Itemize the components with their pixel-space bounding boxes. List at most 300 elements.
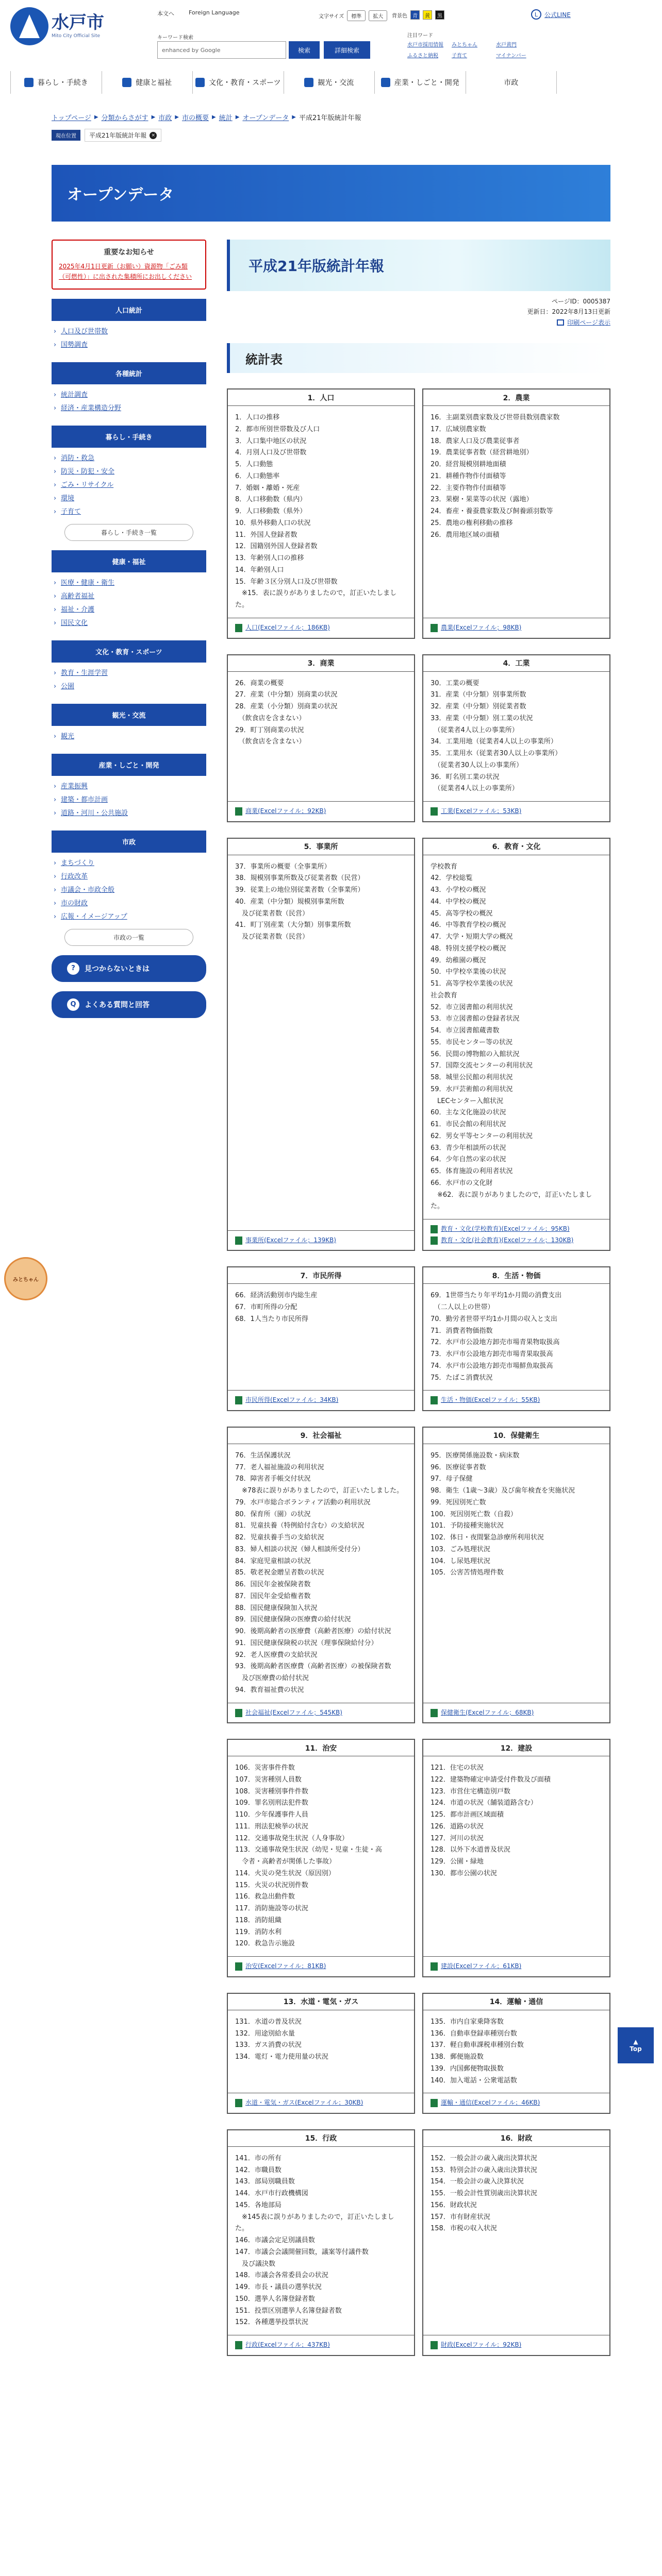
featured-word[interactable]: 子育て [452,53,467,59]
gnav-label: 暮らし・手続き [37,79,88,87]
excel-file-icon [235,1709,242,1717]
stat-card-downloads [228,801,414,821]
stat-table-entry: 119．消防水利 [235,1928,282,1936]
stat-card-downloads [423,1390,609,1410]
line-icon: L [531,9,541,20]
stat-table-entry: 100．死因別死亡数（自殺） [431,1510,517,1518]
stat-card-title: 10．保健衛生 [423,1428,609,1444]
excel-download-link[interactable]: 治安(Excelファイル；81KB) [245,1962,326,1970]
stat-table-entry: 125．都市計画区域面積 [431,1811,504,1819]
stat-table-entry: （従業者4人以上の事業所） [431,785,519,793]
sidebar-item-link[interactable]: まちづくり [61,859,94,867]
sidebar-item [54,465,204,479]
stat-table-entry: 43．小学校の概況 [431,886,486,894]
search-input[interactable]: enhanced by Google [157,41,286,59]
excel-download-link[interactable]: 運輸・通信(Excelファイル；46KB) [441,2099,540,2107]
sidebar-item-link[interactable]: 道路・河川・公共施設 [61,809,128,817]
stat-table-entry: 84．家庭児童相談の状況 [235,1557,311,1565]
stat-card-row [227,1993,610,2114]
stat-card [227,1993,415,2114]
stat-table-entry: 150．選挙人名簿登録者数 [235,2295,315,2303]
stat-card-body [228,672,414,802]
featured-word[interactable]: みとちゃん [452,42,477,48]
stat-table-entry: 47．大学・短期大学の概況 [431,933,513,941]
download-row [431,1395,602,1406]
stat-table-entry: 79．水戸市総合ボランティア活動の利用状況 [235,1498,371,1506]
sidebar-list [52,726,206,744]
sidebar-list [52,321,206,353]
stat-table-entry: （二人以上の世帯） [431,1303,494,1312]
breadcrumb-item[interactable]: 市の概要 [181,114,209,122]
stat-table-entry: 44．中学校の概況 [431,897,486,906]
stat-table-entry: 126．道路の状況 [431,1822,484,1831]
download-row [235,1961,407,1972]
stat-table-entry: 41．町丁別産業（大分類）別事業所数 [235,921,351,929]
excel-file-icon [431,1225,438,1233]
search-label: キーワード検索 [157,35,193,41]
stat-table-entry: 81．児童扶養（特例給付含む）の支給状況 [235,1522,365,1530]
stat-table-entry: 及び従業者数（民営） [235,933,309,941]
gnav-culture[interactable] [192,71,284,94]
featured-word[interactable]: 水戸黄門 [496,42,517,48]
stat-card-downloads [228,618,414,638]
excel-download-link[interactable]: 生活・物価(Excelファイル；55KB) [441,1396,540,1404]
faq-button[interactable] [52,991,206,1018]
sidebar-more-button[interactable]: 暮らし・手続き一覧 [64,524,193,541]
stat-table-entry: 11．外国人登録者数 [235,531,297,539]
sidebar-item-link[interactable]: 子育て [61,507,81,516]
stat-table-entry: 148．市議会各常委員会の状況 [235,2272,328,2280]
stat-table-entry: 56．民間の博物館の入館状況 [431,1050,520,1058]
sidebar-item-link[interactable]: 市議会・市政全般 [61,886,115,894]
stat-table-entry: 3．人口集中地区の状況 [235,437,307,445]
updated-date: 更新日：2022年8月13日更新 [527,308,610,316]
print-link[interactable] [227,317,610,328]
detail-search-button[interactable]: 詳細検索 [324,41,370,59]
stat-table-entry: 66．水戸市の文化財 [431,1179,493,1187]
excel-file-icon [235,807,242,816]
sidebar-list [52,448,206,520]
heart-icon [122,78,131,87]
sidebar [52,240,206,1018]
stat-card-body [423,2147,609,2335]
download-row [235,2097,407,2109]
stat-table-entry: 32．産業（中分類）別従業者数 [431,703,526,711]
main-content [227,240,610,2356]
pill-label: よくある質問と回答 [85,1001,150,1009]
stat-table-entry: 122．建築物確定申請受付件数及び面積 [431,1775,551,1784]
close-icon[interactable]: × [150,132,157,139]
stat-table-entry: 23．果樹・果菜等の状況（露地） [431,496,533,504]
sidebar-section-heading[interactable]: 健康・福祉 [52,550,206,572]
stat-table-entry: 50．中学校卒業後の状況 [431,968,506,976]
excel-file-icon [235,624,242,632]
stat-card [227,1427,415,1723]
stat-card-title: 2．農業 [423,389,609,406]
sidebar-section-heading[interactable]: 観光・交流 [52,704,206,726]
stat-card [422,388,610,638]
stat-table-entry: 10．県外移動人口の状況 [235,519,311,527]
excel-download-link[interactable]: 保健衛生(Excelファイル；68KB) [441,1708,534,1716]
stat-table-entry: 144．水戸市行政機構図 [235,2190,308,2198]
download-row [431,806,602,817]
stat-table-entry: 89．国民健康保険の医療費の給付状況 [235,1616,351,1624]
search-icon: ? [67,962,79,975]
gnav-industry[interactable] [374,71,466,94]
excel-file-icon [431,624,438,632]
stat-table-entry: 141．市の所有 [235,2154,282,2162]
stat-card-downloads [423,2335,609,2355]
sidebar-item [54,452,204,465]
sidebar-item-link[interactable]: ごみ・リサイクル [61,481,114,489]
stat-card-downloads [228,1230,414,1250]
sidebar-item [54,325,204,338]
up-arrow-icon: ▲ [633,2038,638,2045]
stat-card [422,1427,610,1723]
sidebar-item-link[interactable]: 観光 [61,732,75,740]
current-location [52,129,161,142]
sidebar-item-link[interactable]: 産業振興 [61,782,88,790]
sidebar-item-link[interactable]: 福祉・介護 [61,605,95,614]
stat-table-entry: 110．少年保護事件人員 [235,1811,308,1819]
stat-card-title: 11．治安 [228,1740,414,1756]
mascot-character[interactable]: みとちゃん [4,1257,47,1300]
print-icon [557,319,564,326]
question-icon: Q [67,998,79,1011]
stat-table-entry: 9．人口移動数（県外） [235,507,307,516]
stat-card [227,388,415,638]
text-size-standard-button[interactable]: 標準 [347,10,366,21]
print-label[interactable]: 印刷ページ表示 [567,318,610,326]
excel-download-link[interactable]: 財政(Excelファイル；92KB) [441,2341,522,2349]
stat-table-entry: 155．一般会計性質別歳出決算状況 [431,2190,537,2198]
chevron-right-icon: ▶ [151,114,156,120]
stat-card-downloads [228,2335,414,2355]
stat-card-title: 14．運輸・通信 [423,1994,609,2010]
sidebar-item [54,807,204,820]
stat-table-entry: 4．月別人口及び世帯数 [235,449,307,457]
stat-card-body [423,672,609,802]
excel-download-link[interactable]: 建設(Excelファイル；61KB) [441,1962,522,1970]
current-location-chip[interactable] [85,129,161,142]
stat-card-downloads [228,1956,414,1976]
pill-label: 見つからないときは [85,964,150,973]
stat-table-entry: （従業者30人以上の事業所） [431,761,523,769]
sidebar-item [54,590,204,603]
bg-black-button[interactable]: 黒 [435,10,444,20]
text-size-large-button[interactable]: 拡大 [369,10,387,21]
stat-card [227,1739,415,1977]
gnav-label: 観光・交流 [318,79,354,87]
foreign-language-link[interactable]: Foreign Language [189,9,240,16]
stat-table-entry: 30．工業の概要 [431,679,479,687]
gnav-city[interactable] [466,71,557,94]
stat-card-title: 15．行政 [228,2130,414,2147]
sidebar-item-link[interactable]: 行政改革 [61,872,88,880]
download-row [235,622,407,634]
excel-download-link[interactable]: 工業(Excelファイル；53KB) [441,807,522,815]
chevron-right-icon: ▶ [212,114,216,120]
stat-card [422,2129,610,2356]
sidebar-item [54,388,204,402]
stat-table-entry: 65．体育施設の利用者状況 [431,1167,513,1176]
stat-table-entry: 90．後期高齢者の医療費（高齢者医療）の給付状況 [235,1628,391,1636]
sidebar-item-link[interactable]: 市の財政 [61,899,88,907]
sidebar-item-link[interactable]: 国民文化 [61,619,88,627]
notice-title: 重要なお知らせ [104,248,154,257]
breadcrumb-item[interactable]: 統計 [219,114,233,122]
download-row [431,1961,602,1972]
excel-download-link[interactable]: 水道・電気・ガス(Excelファイル；30KB) [245,2099,363,2107]
text-size-label: 文字サイズ [319,14,344,20]
stat-table-entry: 36．町名別工業の状況 [431,773,500,781]
sidebar-item-link[interactable]: 統計調査 [61,391,88,399]
sidebar-item [54,730,204,743]
gnav-living[interactable] [10,71,102,94]
not-found-button[interactable] [52,955,206,982]
stat-table-entry: 72．水戸市公設地方卸売市場青果物取扱高 [431,1338,560,1347]
stat-table-entry: 48．特別支援学校の概況 [431,944,506,953]
stat-table-entry: 55．市民センター等の状況 [431,1038,513,1046]
notice-body[interactable] [59,261,199,282]
stat-table-entry: 91．国民健康保険税の状況（理事保険給付分） [235,1639,378,1647]
sidebar-list [52,776,206,821]
sidebar-item-link[interactable]: 経済・産業構造分野 [61,404,122,412]
stat-table-entry: 137．軽自動車課税車種別台数 [431,2041,524,2049]
stat-card-title: 6．教育・文化 [423,839,609,855]
stat-card-title: 16．財政 [423,2130,609,2147]
stat-table-entry: 学校教育 [431,862,458,871]
stat-table-entry: 63．青少年相談所の状況 [431,1144,506,1152]
stat-table-entry: 69．1世帯当たり年平均1か月間の消費支出 [431,1292,562,1300]
stat-card-row [227,2129,610,2356]
breadcrumb-item[interactable]: 分類からさがす [101,114,148,122]
excel-download-link[interactable]: 社会福祉(Excelファイル；545KB) [245,1708,342,1716]
sidebar-item [54,680,204,693]
sidebar-item [54,479,204,492]
sidebar-item [54,780,204,793]
bg-blue-button[interactable]: 青 [410,10,420,20]
sidebar-item [54,884,204,897]
stat-card-body [228,1756,414,1956]
stat-table-entry: 17．広域別農家数 [431,425,486,433]
mito-emblem-icon [10,7,48,45]
back-to-top-button[interactable] [618,2027,654,2063]
stat-table-entry: 33．産業（中分類）別工業の状況 [431,714,533,722]
stat-table-entry: 111．刑法犯検挙の状況 [235,1822,308,1831]
stat-table-entry: 26．商業の概要 [235,679,284,687]
stat-card-downloads [423,801,609,821]
featured-word[interactable]: ふるさと納税 [407,53,438,59]
sidebar-item-link[interactable]: 高齢者福祉 [61,592,95,600]
excel-download-link[interactable]: 人口(Excelファイル；186KB) [245,623,330,631]
line-link[interactable] [531,9,571,20]
stat-table-entry: （飲食店を含まない） [235,714,306,722]
download-row [431,2097,602,2109]
stat-table-entry: 及び議決数 [235,2260,276,2268]
chevron-right-icon: ▶ [235,114,240,120]
sidebar-item [54,505,204,519]
sidebar-item [54,402,204,415]
stat-table-entry: 146．市議会定足別議員数 [235,2236,315,2245]
stat-table-entry: 66．経済活動別市内総生産 [235,1292,318,1300]
sidebar-section-heading[interactable]: 各種統計 [52,362,206,384]
stat-table-entry: 157．市有財産状況 [431,2213,490,2221]
sidebar-item-link[interactable]: 防災・防犯・安全 [61,467,115,476]
stat-table-entry: 88．国民健康保険加入状況 [235,1604,318,1612]
download-row [235,806,407,817]
excel-file-icon [235,1236,242,1245]
download-row [431,1235,602,1246]
sidebar-item-link[interactable]: 教育・生涯学習 [61,669,108,677]
stat-table-entry: 120．救急告示施設 [235,1940,295,1948]
stat-table-entry: 154．一般会計の歳入決算状況 [431,2178,524,2186]
stat-table-entry: 70．勤労者世帯平均1か月間の収入と支出 [431,1315,557,1323]
search-button[interactable]: 検索 [289,41,320,59]
stat-table-entry: 133．ガス消費の状況 [235,2041,302,2049]
stat-table-entry: 143．部局別職員数 [235,2178,295,2186]
skip-link[interactable]: 本文へ [157,10,174,17]
stat-table-entry: 2．都市所別世帯数及び人口 [235,425,320,433]
stat-card [422,654,610,822]
stat-table-entry: 118．消防組織 [235,1916,282,1924]
stat-card-downloads [228,1390,414,1410]
building-icon [381,78,390,87]
gnav-tourism[interactable] [284,71,375,94]
stat-card-downloads [228,1703,414,1723]
sidebar-sections [52,299,206,946]
sidebar-item-link[interactable]: 広報・イメージアップ [61,912,127,921]
stat-table-entry: 129．公園・緑地 [431,1858,484,1866]
breadcrumb-item[interactable]: トップページ [52,114,91,122]
stat-table-entry: 令者・高齢者が関係した事故） [235,1858,336,1866]
excel-file-icon [431,2341,438,2349]
sidebar-item-link[interactable]: 建築・都市計画 [61,795,108,804]
sidebar-item [54,617,204,630]
stat-table-entry: 6．人口動態率 [235,472,280,480]
sidebar-item-link[interactable]: 医療・健康・衛生 [61,579,115,587]
excel-download-link[interactable]: 農業(Excelファイル；98KB) [441,623,522,631]
bg-yellow-button[interactable]: 黄 [423,10,432,20]
excel-download-link[interactable]: 行政(Excelファイル；437KB) [245,2341,330,2349]
breadcrumb-item[interactable]: オープンデータ [242,114,289,122]
stat-table-entry: 1．人口の推移 [235,414,280,422]
site-header [0,0,662,70]
stat-table-entry: 12．国籍別外国人登録者数 [235,543,318,551]
sidebar-more-button[interactable]: 市政の一覧 [64,929,193,946]
notice-link[interactable]: 2025年4月1日更新（お願い）資源物「ごみ類（可燃性）」に出された集積所にお出しください [59,263,192,281]
stat-table-entry: 96．医療従事者数 [431,1463,486,1471]
stat-table-entry: 76．生活保護状況 [235,1451,291,1460]
sidebar-item-link[interactable]: 消防・救急 [61,454,95,462]
stat-table-entry: 40．産業（中分類）規模別事業所数 [235,897,344,906]
excel-download-link[interactable]: 市民所得(Excelファイル；34KB) [245,1396,339,1404]
featured-word[interactable]: マイナンバー [496,53,526,59]
sidebar-item [54,793,204,807]
stat-table-entry: 94．教育福祉費の状況 [235,1686,304,1694]
logo-sub: Mito City Official Site [52,33,101,39]
stat-table-entry: 128．以外下水道普及状況 [431,1846,510,1854]
excel-download-link[interactable]: 教育・文化(社会教育)(Excelファイル；130KB) [441,1236,574,1244]
stat-table-entry: 101．予防接種実施状況 [431,1522,504,1530]
stat-table-entry: 95．医療関係施設数・病床数 [431,1451,520,1460]
stat-card-body [228,1284,414,1390]
sidebar-item [54,667,204,680]
sidebar-item [54,910,204,924]
stat-table-entry: 5．人口動態 [235,461,273,469]
stat-table-entry: 37．事業所の概要（全事業所） [235,862,331,871]
stat-table-entry: 26．農用地区域の面積 [431,531,500,539]
stat-table-entry: 85．敬老祝金贈呈者数の状況 [235,1569,324,1577]
excel-download-link[interactable]: 商業(Excelファイル；92KB) [245,807,326,815]
stat-table-entry: 19．農業従事者数（経営耕地別） [431,449,533,457]
sidebar-section-heading[interactable]: 市政 [52,831,206,853]
featured-words [407,40,540,59]
excel-download-link[interactable]: 事業所(Excelファイル；139KB) [245,1236,336,1244]
stat-table-entry: 61．市民会館の利用状況 [431,1121,506,1129]
stat-table-entry: 132．用途別給水量 [235,2029,295,2038]
sidebar-item-link[interactable]: 公園 [61,682,75,690]
stat-card [422,1266,610,1411]
featured-words-label: 注目ワード [407,33,433,39]
stat-table-entry: 60．主な文化施設の状況 [431,1109,506,1117]
site-logo[interactable] [10,7,104,45]
important-notice [52,240,206,290]
stat-card-title: 3．商業 [228,655,414,672]
stat-table-entry: 21．耕種作物作付面積等 [431,472,506,480]
stat-table-entry: 社会教育 [431,991,458,999]
stat-table-entry: 135．市内自家乗降客数 [431,2018,504,2026]
sidebar-item [54,492,204,505]
sidebar-section-heading[interactable]: 暮らし・手続き [52,426,206,448]
stat-table-entry: 83．婦人相談の状況（婦人相談所受付分） [235,1545,365,1553]
stat-card-body [423,855,609,1219]
category-hero: オープンデータ [52,165,610,222]
stat-card [422,1993,610,2114]
excel-file-icon [431,1962,438,1971]
gnav-label: 市政 [504,79,519,87]
featured-word[interactable]: 水戸市採用情報 [407,42,443,48]
stat-table-entry: 及び医療費の給付状況 [235,1674,309,1683]
stat-card-body [228,1444,414,1703]
excel-file-icon [235,2099,242,2107]
excel-file-icon [431,2099,438,2107]
line-label[interactable]: 公式LINE [544,11,571,19]
sidebar-section-heading[interactable]: 文化・教育・スポーツ [52,640,206,663]
stat-card-body [423,406,609,618]
stat-table-entry: 140．加入電話・公衆電話数 [431,2076,517,2084]
stat-table-entry: 130．都市公園の状況 [431,1869,497,1877]
stat-table-entry: 58．城里公民館の利用状況 [431,1074,513,1082]
excel-download-link[interactable]: 教育・文化(学校教育)(Excelファイル；95KB) [441,1225,570,1233]
stat-table-entry: 39．従業上の地位別従業者数（全事業所） [235,886,365,894]
sidebar-section-heading[interactable]: 産業・しごと・開発 [52,754,206,776]
stat-table-entry: 127．河川の状況 [431,1834,484,1842]
stat-table-entry: 53．市立図書館の登録者状況 [431,1015,520,1023]
sidebar-item-link[interactable]: 人口及び世帯数 [61,327,108,335]
stat-card-body [423,1756,609,1956]
sidebar-item-link[interactable]: 国勢調査 [61,341,88,349]
sidebar-section-heading[interactable]: 人口統計 [52,299,206,321]
stat-table-entry: 22．主要作物作付面積等 [431,484,506,492]
stat-table-entry: 及び従業者数（民営） [235,909,309,918]
stat-table-entry: 16．主副業別農家数及び世帯員数別農家数 [431,414,560,422]
breadcrumb-item[interactable]: 市政 [158,114,172,122]
gnav-health[interactable] [102,71,193,94]
sidebar-item-link[interactable]: 環境 [61,494,75,502]
stat-card-body [228,406,414,618]
download-row [431,1224,602,1235]
